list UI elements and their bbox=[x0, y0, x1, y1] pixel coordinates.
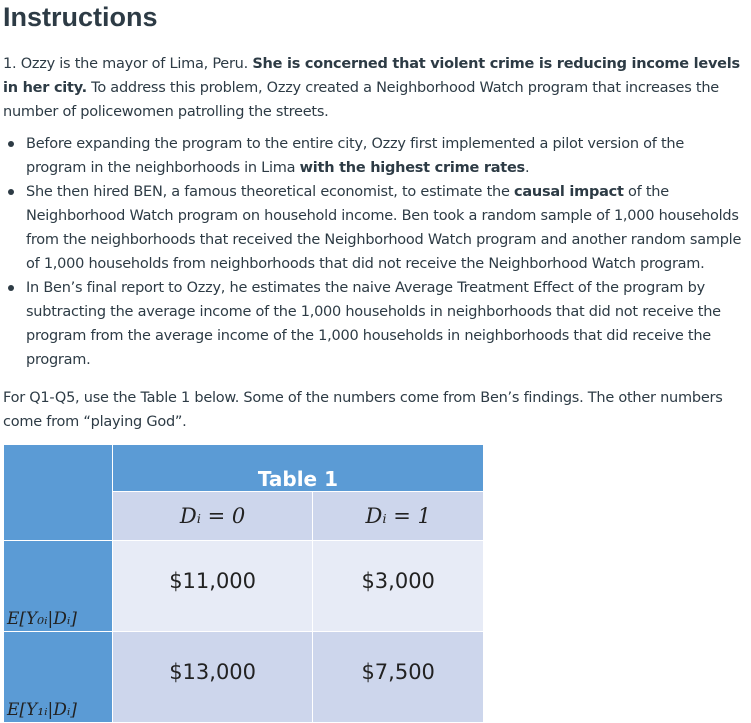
bullet-item-3: In Ben’s final report to Ozzy, he estimates the naive Average Treatment Effect of the program by subtracting the average income of the 1,000 households in neighborhoods that did not receive the program from the average income of the 1,000 households in neighborhoods that did receive the program. bbox=[26, 276, 748, 372]
intro-text-1: 1. Ozzy is the mayor of Lima, Peru. bbox=[3, 56, 253, 72]
col-header-d1: Dᵢ = 1 bbox=[313, 492, 484, 541]
cell-y0-d0: $11,000 bbox=[112, 541, 313, 632]
table-title: Table 1 bbox=[112, 445, 483, 492]
table-note: For Q1-Q5, use the Table 1 below. Some of the numbers come from Ben’s findings. The other numbers come from “playing God”. bbox=[3, 390, 723, 430]
table-1 bbox=[3, 444, 484, 723]
page-content bbox=[3, 0, 748, 434]
page-title: Instructions bbox=[3, 2, 158, 32]
bullet-item-1: Before expanding the program to the entire city, Ozzy first implemented a pilot version of the program in the neighborhoods in Lima with the highest crime rates. bbox=[26, 132, 748, 180]
intro-text-2: To address this problem, Ozzy created a Neighborhood Watch program that increases the number of policewomen patrolling the streets. bbox=[3, 80, 719, 120]
intro-bold: She is concerned that violent crime is reducing income levels in her city. bbox=[3, 56, 740, 96]
row-label-y1: E[Y₁ᵢ|Dᵢ] bbox=[4, 632, 113, 723]
intro-paragraph bbox=[3, 52, 748, 124]
bullet-item-2: She then hired BEN, a famous theoretical economist, to estimate the causal impact of the Neighborhood Watch program on household income. Ben took a random sample of 1,000 households from the neighborhoods that received the Neighborhood Watch program and another random sample of 1,000 households from neighborhoods that did not receive the Neighborhood Watch program. bbox=[26, 180, 748, 276]
table-corner bbox=[4, 445, 113, 541]
row-label-y0: E[Y₀ᵢ|Dᵢ] bbox=[4, 541, 113, 632]
cell-y1-d1: $7,500 bbox=[313, 632, 484, 723]
bullet-dot-icon bbox=[8, 285, 14, 291]
col-header-d0: Dᵢ = 0 bbox=[112, 492, 313, 541]
cell-y0-d1: $3,000 bbox=[313, 541, 484, 632]
bullet-list bbox=[3, 132, 748, 372]
cell-y1-d0: $13,000 bbox=[112, 632, 313, 723]
bullet-dot-icon bbox=[8, 189, 14, 195]
bullet-dot-icon bbox=[8, 141, 14, 147]
